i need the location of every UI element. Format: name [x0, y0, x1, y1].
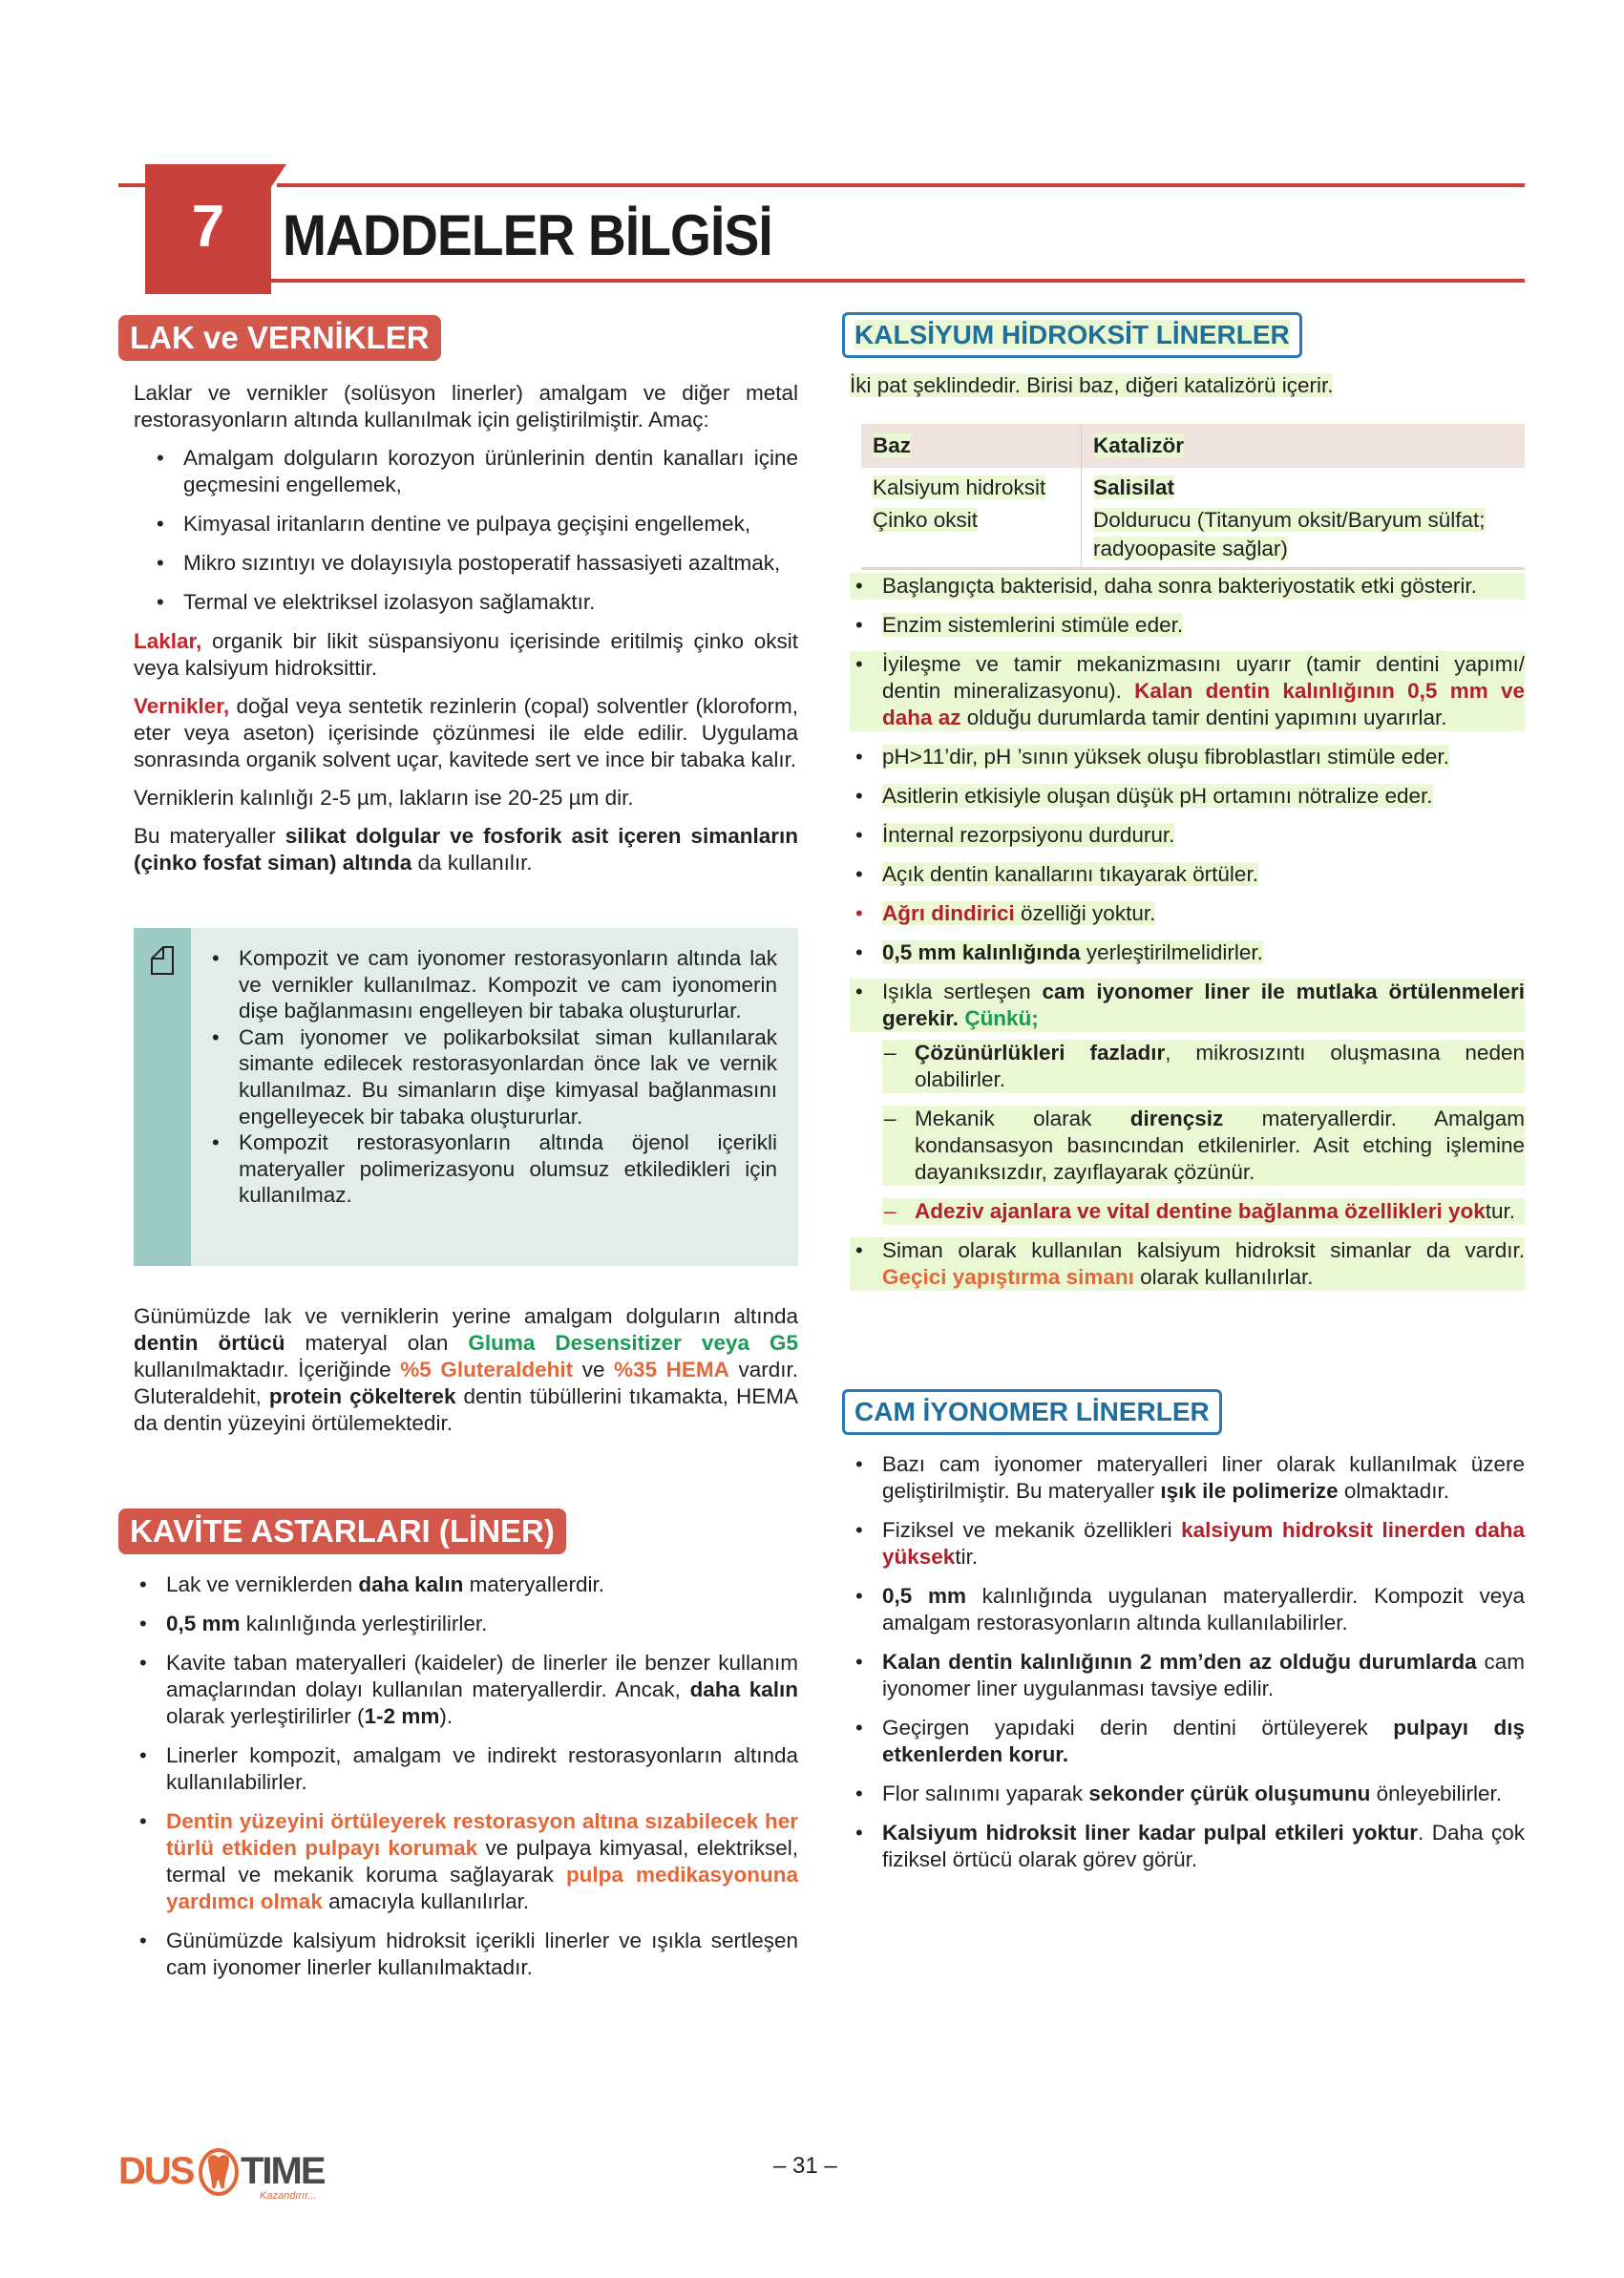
list-item	[850, 939, 1525, 966]
list-item	[850, 861, 1525, 888]
list-item	[850, 1237, 1525, 1291]
b4-text: pH>11’dir, pH ’sının yüksek oluşu fibroblastları stimüle eder.	[882, 745, 1449, 769]
note-item: • Kompozit restorasyonların altında öjenol içerikli materyaller polimerizasyonu olumsuz etkiledikleri için kullanılmaz.	[206, 1129, 777, 1209]
i1-pre: Lak ve verniklerden	[166, 1572, 359, 1596]
i5-post: amacıyla kullanılırlar.	[322, 1889, 530, 1913]
section-heading-cam-iyonomer	[842, 1389, 1222, 1435]
t-p3: kullanılmaktadır. İçeriğinde	[134, 1358, 401, 1382]
list-item	[850, 1715, 1525, 1768]
list-item	[850, 1820, 1525, 1873]
c4-bold: Kalan dentin kalınlığının 2 mm’den az olduğu durumlarda	[882, 1650, 1477, 1674]
term-laklar: Laklar,	[134, 629, 202, 653]
b11-orange: Geçici yapıştırma simanı	[882, 1265, 1134, 1289]
b10-bold: cam iyonomer liner ile mutlaka örtülenmeleri gerekir.	[882, 980, 1525, 1030]
table-cell	[1082, 504, 1526, 569]
b6-text: İnternal rezorpsiyonu durdurur.	[882, 823, 1175, 847]
c6-pre: Flor salınımı yaparak	[882, 1782, 1089, 1805]
table-cell	[1082, 468, 1526, 504]
list-item: • Termal ve elektriksel izolasyon sağlamaktır.	[151, 589, 798, 616]
i3-bold2: 1-2 mm	[364, 1704, 440, 1728]
usage-bold: silikat dolgular ve fosforik asit içeren simanların (çinko fosfat siman) altında	[134, 824, 798, 875]
b11-post: olarak kullanılırlar.	[1133, 1265, 1314, 1289]
c7-bold: Kalsiyum hidroksit liner kadar pulpal etkileri yoktur	[882, 1821, 1418, 1845]
table-header-row	[861, 424, 1525, 468]
kavite-list	[134, 1571, 798, 1981]
chapter-box-fold	[271, 164, 286, 187]
baz-katalizor-table	[861, 424, 1525, 570]
list-item	[850, 1517, 1525, 1571]
section-heading-text: LAK ve VERNİKLER	[130, 320, 430, 355]
kalsiyum-list-end	[850, 1237, 1525, 1291]
c3-post: kalınlığında uygulanan materyallerdir. Kompozit veya amalgam restorasyonların altında kullanılabilirler.	[882, 1584, 1525, 1635]
t-p1: Günümüzde lak ve verniklerin yerine amalgam dolguların altında	[134, 1304, 798, 1328]
list-item	[134, 1808, 798, 1915]
c1-pre: Bazı cam iyonomer materyalleri liner olarak kullanılmak üzere geliştirilmiştir. Bu materyaller	[882, 1452, 1525, 1503]
list-item	[850, 1649, 1525, 1702]
section-heading-kavite-astarlari	[118, 1508, 566, 1554]
b10-green: Çünkü;	[959, 1006, 1039, 1030]
note-box-text	[206, 945, 777, 1209]
vernikler-text: doğal veya sentetik rezinlerin (copal) solventler (kloroform, eter veya aseton) içerisinde çözünmesi ile elde edilir. Uygulama sonrasında organik solvent uçar, kavitede sert ve ince bir tabaka kalır.	[134, 694, 798, 771]
t-p6: dentin tübüllerini tıkamakta, HEMA da dentin yüzeyini örtülemektedir.	[134, 1384, 798, 1435]
section-heading-text: KALSİYUM HİDROKSİT LİNERLER	[854, 320, 1290, 349]
list-item	[850, 783, 1525, 810]
b9-post: yerleştirilmelidirler.	[1080, 940, 1263, 964]
kalsiyum-reasons-list	[882, 1040, 1525, 1225]
list-item	[850, 612, 1525, 639]
note-item: • Kompozit ve cam iyonomer restorasyonların altında lak ve vernikler kullanılmaz. Kompozit ve cam iyonomerin dişe bağlanmasını engelleyen bir tabaka oluştururlar.	[206, 945, 777, 1024]
lak-aims-list	[151, 445, 798, 616]
usage-post: da kullanılır.	[411, 851, 533, 875]
list-item	[850, 744, 1525, 770]
cell-text: Doldurucu (Titanyum oksit/Baryum sülfat; radyoopasite sağlar)	[1093, 508, 1486, 560]
d2-post: materyallerdir. Amalgam kondansasyon basıncından etkilenirler. Asit etching işlemine dayanıksızdır, zayıflayarak çözünür.	[915, 1107, 1525, 1184]
t-p5: vardır. Gluteraldehit,	[134, 1358, 798, 1408]
d3-post: tur.	[1485, 1199, 1516, 1223]
note-box-strip	[134, 928, 191, 1266]
thickness-text: Verniklerin kalınlığı 2-5 µm, lakların ise 20-25 µm dir.	[134, 786, 634, 810]
tooth-icon	[199, 2148, 239, 2196]
i3-bold: daha kalın	[689, 1677, 799, 1701]
table-row	[861, 468, 1525, 504]
c3-bold: 0,5 mm	[882, 1584, 966, 1608]
table-row	[861, 504, 1525, 569]
page-title: MADDELER BİLGİSİ	[283, 203, 772, 267]
t-b1: dentin örtücü	[134, 1331, 285, 1355]
t-p4: ve	[573, 1358, 615, 1382]
list-item	[134, 1611, 798, 1637]
c6-bold: sekonder çürük oluşumunu	[1088, 1782, 1371, 1805]
logo-tagline: Kazandırır...	[260, 2190, 317, 2202]
c2-pre: Fiziksel ve mekanik özellikleri	[882, 1518, 1182, 1542]
lak-section-body	[134, 380, 798, 888]
logo-dus: DUS	[118, 2150, 194, 2192]
lak-intro: Laklar ve vernikler (solüsyon linerler) amalgam ve diğer metal restorasyonların altında kullanılmak için geliştirilmiştir. Amaç:	[134, 381, 798, 432]
i2-bold: 0,5 mm	[166, 1612, 241, 1635]
kavite-section-body	[134, 1571, 798, 1993]
b11-pre: Siman olarak kullanılan kalsiyum hidroksit simanlar da vardır.	[882, 1238, 1525, 1262]
b3-pre: İyileşme ve tamir mekanizmasını uyarır (tamir dentini yapımı/ dentin mineralizasyonu).	[882, 652, 1525, 703]
t-o2: %35 HEMA	[614, 1358, 729, 1382]
i3-pre: Kavite taban materyalleri (kaideler) de linerler ile benzer kullanım amaçlarından dolayı kullanılan materyallerdir. Ancak,	[166, 1651, 798, 1701]
c1-post: olmaktadır.	[1338, 1479, 1449, 1503]
header-rule-left	[118, 183, 145, 187]
b7-text: Açık dentin kanallarını tıkayarak örtüler.	[882, 862, 1258, 886]
section-heading-text: CAM İYONOMER LİNERLER	[854, 1397, 1210, 1426]
header-rule-top	[277, 183, 1525, 187]
list-item	[134, 1650, 798, 1730]
b3-red: Kalan dentin kalınlığının 0,5 mm ve daha az	[882, 679, 1525, 729]
list-item	[882, 1040, 1525, 1093]
table-header	[861, 424, 1082, 468]
i1-post: materyallerdir.	[463, 1572, 604, 1596]
c5-bold: pulpayı dış etkenlerden korur.	[882, 1716, 1525, 1766]
header-katalizor: Katalizör	[1093, 433, 1185, 457]
c4-post: cam iyonomer liner uygulanması tavsiye edilir.	[882, 1650, 1525, 1700]
header-rule-bottom	[158, 279, 1525, 283]
list-item: • Amalgam dolguların korozyon ürünlerinin dentin kanalları içine geçmesini engellemek,	[151, 445, 798, 498]
list-item: • Günümüzde kalsiyum hidroksit içerikli linerler ve ışıkla sertleşen cam iyonomer linerler kullanılmaktadır.	[134, 1928, 798, 1981]
list-item	[850, 1781, 1525, 1807]
table-cell	[861, 468, 1082, 504]
t-g1: Gluma Desensitizer veya G5	[468, 1331, 799, 1355]
b2-text: Enzim sistemlerini stimüle eder.	[882, 613, 1184, 637]
cell-text: Salisilat	[1093, 475, 1175, 499]
logo-time: TIME	[241, 2150, 325, 2192]
cell-text: Çinko oksit	[873, 508, 979, 532]
vernikler-definition	[134, 693, 798, 773]
list-item	[850, 822, 1525, 849]
section-heading-text: KAVİTE ASTARLARI (LİNER)	[130, 1513, 555, 1549]
t-o1: %5 Gluteraldehit	[400, 1358, 574, 1382]
list-item	[850, 979, 1525, 1032]
c5-pre: Geçirgen yapıdaki derin dentini örtüleyerek	[882, 1716, 1394, 1740]
list-item: • Başlangıçta bakterisid, daha sonra bakteriyostatik etki gösterir.	[850, 573, 1525, 600]
b3-post: olduğu durumlarda tamir dentini yapımını uyarırlar.	[960, 706, 1447, 729]
t-p2: materyal olan	[285, 1331, 469, 1355]
table-cell	[861, 504, 1082, 569]
d2-bold: dirençsiz	[1129, 1107, 1224, 1130]
cam-section-body	[850, 1451, 1525, 1886]
i3-post: ).	[439, 1704, 453, 1728]
list-item	[850, 651, 1525, 731]
list-item: • Mikro sızıntıyı ve dolayısıyla postoperatif hassasiyeti azaltmak,	[151, 550, 798, 577]
list-item	[882, 1198, 1525, 1225]
c1-bold: ışık ile polimerize	[1160, 1479, 1339, 1503]
section-heading-lak-vernikler	[118, 315, 441, 361]
today-text	[134, 1303, 798, 1437]
i1-bold: daha kalın	[358, 1572, 464, 1596]
c6-post: önleyebilirler.	[1370, 1782, 1502, 1805]
cam-list	[850, 1451, 1525, 1873]
table-header	[1082, 424, 1526, 468]
laklar-text: organik bir likit süspansiyonu içerisinde eritilmiş çinko oksit veya kalsiyum hidroksittir.	[134, 629, 798, 680]
t-b2: protein çökelterek	[268, 1384, 456, 1408]
b8-post: özelliği yoktur.	[1014, 901, 1156, 925]
i5-orange2: pulpa medikasyonuna yardımcı olmak	[166, 1863, 798, 1913]
d1-post: , mikrosızıntı oluşmasına neden olabilirler.	[915, 1041, 1525, 1091]
list-item: • Linerler kompozit, amalgam ve indirekt restorasyonların altında kullanılabilirler.	[134, 1742, 798, 1796]
page-number: – 31 –	[773, 2153, 837, 2179]
section-heading-kalsiyum-hidroksit	[842, 312, 1302, 358]
usage-pre: Bu materyaller	[134, 824, 285, 848]
list-item	[882, 1106, 1525, 1186]
c2-red: kalsiyum hidroksit linerden daha yüksek	[882, 1518, 1525, 1569]
kalsiyum-intro-wrap	[850, 372, 1525, 399]
c2-post: tir.	[955, 1545, 979, 1569]
i2-post: kalınlığında yerleştirilirler.	[240, 1612, 488, 1635]
i3-mid: olarak yerleştirilirler (	[166, 1704, 365, 1728]
kalsiyum-intro: İki pat şeklindedir. Birisi baz, diğeri katalizörü içerir.	[850, 373, 1334, 397]
kalsiyum-list	[850, 573, 1525, 1032]
list-item	[850, 1583, 1525, 1636]
i5-orange1: Dentin yüzeyini örtüleyerek restorasyon altına sızabilecek her türlü etkiden pulpayı korumak	[166, 1809, 798, 1860]
b5-text: Asitlerin etkisiyle oluşan düşük pH ortamını nötralize eder.	[882, 784, 1433, 808]
d1-bold: Çözünürlükleri fazladır	[915, 1041, 1166, 1065]
list-item	[134, 1571, 798, 1598]
chapter-number: 7	[191, 194, 225, 260]
dustime-logo	[118, 2148, 338, 2205]
note-page-icon	[150, 945, 175, 976]
term-vernikler: Vernikler,	[134, 694, 230, 718]
b10-pre: Işıkla sertleşen	[882, 980, 1043, 1003]
list-item	[850, 1451, 1525, 1505]
laklar-definition	[134, 628, 798, 682]
note-item: • Cam iyonomer ve polikarboksilat siman kullanılarak simante edilecek restorasyonlardan önce lak ve vernik kullanılmaz. Bu simanların dişe kimyasal bağlanmasını engelleyecek bir tabaka oluştururlar.	[206, 1024, 777, 1129]
d2-pre: Mekanik olarak	[915, 1107, 1130, 1130]
today-paragraph	[134, 1303, 798, 1448]
d3-red: Adeziv ajanlara ve vital dentine bağlanma özellikleri yok	[915, 1199, 1486, 1223]
b9-bold: 0,5 mm kalınlığında	[882, 940, 1081, 964]
kalsiyum-properties	[850, 573, 1525, 1303]
c7-post: . Daha çok fiziksel örtücü olarak görev görür.	[882, 1821, 1525, 1871]
b8-red: Ağrı dindirici	[882, 901, 1015, 925]
cell-text: Kalsiyum hidroksit	[873, 475, 1046, 499]
i5-mid: ve pulpaya kimyasal, elektriksel, termal ve mekanik koruma sağlayarak	[166, 1836, 798, 1887]
list-item: • Kimyasal iritanların dentine ve pulpaya geçişini engellemek,	[151, 511, 798, 538]
usage-text	[134, 823, 798, 876]
list-item	[850, 900, 1525, 927]
header-baz: Baz	[873, 433, 912, 457]
